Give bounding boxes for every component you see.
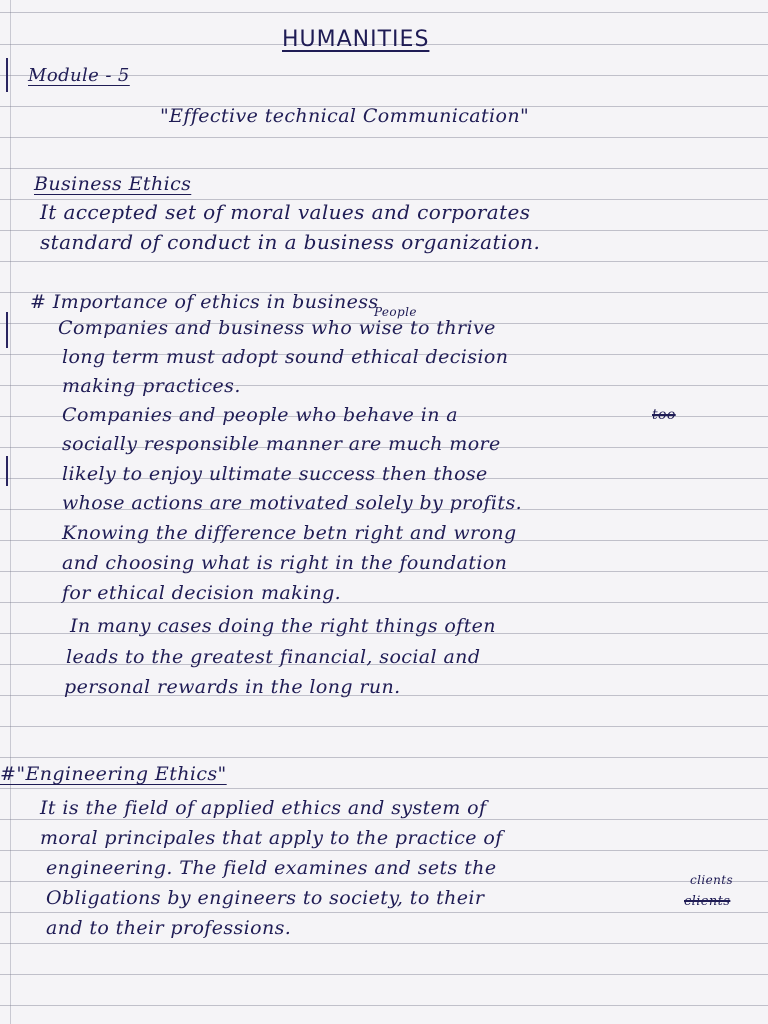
struck-word: clients <box>684 894 731 909</box>
insertion-note: People <box>374 305 417 319</box>
text-line: likely to enjoy ultimate success then those <box>62 463 488 485</box>
text-line: socially responsible manner are much more <box>62 433 501 455</box>
subtitle: "Effective technical Communication" <box>160 105 530 127</box>
text-line: leads to the greatest financial, social and <box>66 646 481 668</box>
text-line: Obligations by engineers to society, to their <box>46 887 485 909</box>
text-line: making practices. <box>62 375 241 397</box>
text-line: Companies and people who behave in a <box>62 404 459 426</box>
section-heading-engineering-ethics: #"Engineering Ethics" <box>0 763 227 785</box>
text-line: Companies and business who wise to thrive <box>58 317 496 339</box>
margin-line <box>10 0 11 1024</box>
text-line: whose actions are motivated solely by profits. <box>62 492 523 514</box>
text-line: It accepted set of moral values and corporates <box>40 200 531 224</box>
text-line: personal rewards in the long run. <box>64 676 401 698</box>
struck-word: too <box>652 407 676 423</box>
text-line: Knowing the difference betn right and wrong <box>62 522 517 544</box>
page-title: HUMANITIES <box>282 27 430 52</box>
module-label: Module - 5 <box>28 65 130 86</box>
text-line: standard of conduct in a business organization. <box>40 230 541 254</box>
margin-mark <box>6 58 8 92</box>
text-line: long term must adopt sound ethical decision <box>62 346 509 368</box>
text-line: and choosing what is right in the foundation <box>62 552 508 574</box>
section-heading-business-ethics: Business Ethics <box>34 173 192 195</box>
margin-mark <box>6 456 8 486</box>
text-line: It is the field of applied ethics and system of <box>40 797 487 819</box>
section-heading-importance: # Importance of ethics in business <box>30 291 379 313</box>
text-line: In many cases doing the right things often <box>70 615 496 637</box>
text-line: moral principales that apply to the practice of <box>40 827 503 849</box>
insertion-note: clients <box>690 873 734 887</box>
text-line: and to their professions. <box>46 917 292 939</box>
text-line: for ethical decision making. <box>62 582 342 604</box>
margin-mark <box>6 312 8 348</box>
text-line: engineering. The field examines and sets the <box>46 857 497 879</box>
